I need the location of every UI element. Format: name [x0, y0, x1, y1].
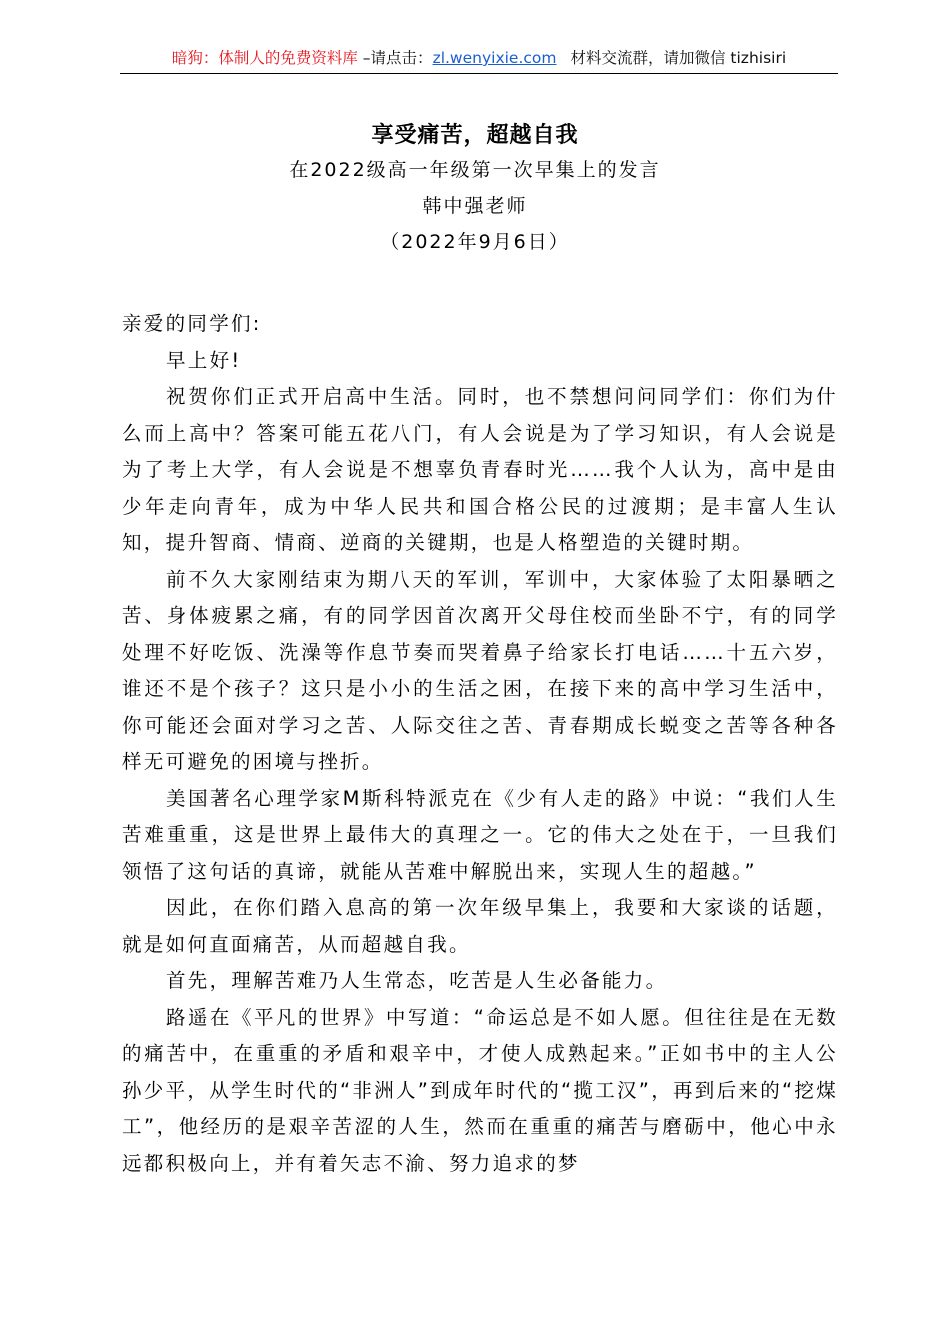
paragraph: 美国著名心理学家M斯科特派克在《少有人走的路》中说：“我们人生苦难重重，这是世界上最伟大的真理之一。它的伟大之处在于，一旦我们领悟了这句话的真谛，就能从苦难中解脱出来，实现人生的超越。” [122, 786, 838, 883]
page-header-banner [120, 46, 838, 70]
wechat-group-text: 材料交流群，请加微信 tizhisiri [570, 49, 787, 67]
promo-text: 暗狗：体制人的免费资料库 [171, 49, 358, 67]
document-body [122, 306, 838, 1182]
promo-click-text: –请点击： [357, 49, 433, 67]
header-divider [120, 73, 838, 74]
paragraph: 前不久大家刚结束为期八天的军训，军训中，大家体验了太阳暴晒之苦、身体疲累之痛，有的同学因首次离开父母住校而坐卧不宁，有的同学处理不好吃饭、洗澡等作息节奏而哭着鼻子给家长打电话……十五六岁，谁还不是个孩子？这只是小小的生活之困，在接下来的高中学习生活中，你可能还会面对学习之苦、人际交往之苦、青春期成长蜕变之苦等各种各样无可避免的困境与挫折。 [122, 567, 838, 773]
document-title: 享受痛苦，超越自我 [371, 122, 579, 148]
document-heading [0, 118, 950, 260]
document-subtitle: 在2022级高一年级第一次早集上的发言 [289, 159, 661, 181]
document-date: （2022年9月6日） [380, 231, 570, 253]
document-author: 韩中强老师 [422, 195, 528, 217]
paragraph: 早上好! [166, 348, 242, 372]
website-link[interactable]: zl.wenyixie.com [432, 49, 557, 67]
paragraph: 路遥在《平凡的世界》中写道：“命运总是不如人愿。但往往是在无数的痛苦中，在重重的矛盾和艰辛中，才使人成熟起来。”正如书中的主人公孙少平，从学生时代的“非洲人”到成年时代的“揽工汉”，再到后来的“挖煤工”，他经历的是艰辛苦涩的人生，然而在重重的痛苦与磨砺中，他心中永远都积极向上，并有着矢志不渝、努力追求的梦 [122, 1005, 839, 1175]
salutation: 亲爱的同学们: [122, 312, 262, 335]
paragraph: 因此，在你们踏入息高的第一次年级早集上，我要和大家谈的话题，就是如何直面痛苦，从而超越自我。 [122, 896, 838, 956]
paragraph: 首先，理解苦难乃人生常态，吃苦是人生必备能力。 [166, 969, 668, 992]
paragraph: 祝贺你们正式开启高中生活。同时，也不禁想问问同学们：你们为什么而上高中？答案可能五花八门，有人会说是为了学习知识，有人会说是为了考上大学，有人会说是不想辜负青春时光……我个人认为，高中是由少年走向青年，成为中华人民共和国合格公民的过渡期；是丰富人生认知，提升智商、情商、逆商的关键期，也是人格塑造的关键时期。 [122, 385, 838, 554]
